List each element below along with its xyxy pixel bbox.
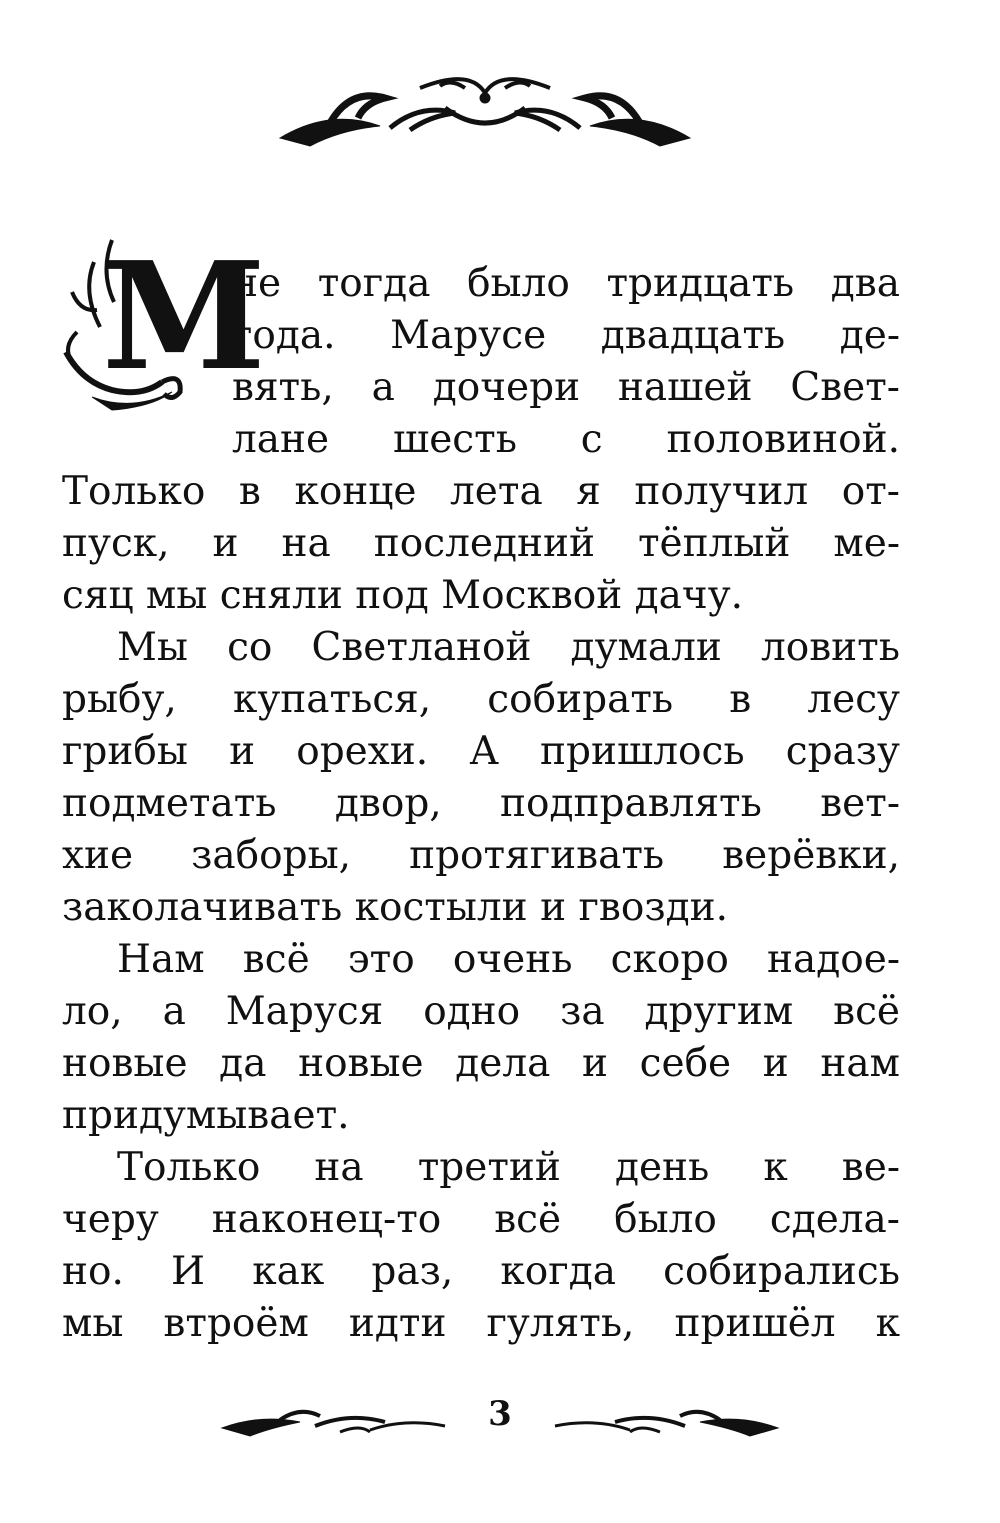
- text-line: лане шесть с половиной.: [232, 417, 900, 462]
- text-line: заколачивать костыли и гвозди.: [62, 885, 729, 930]
- text-line: сяц мы сняли под Москвой дачу.: [62, 573, 744, 618]
- text-line: Только в конце лета я получил от-: [62, 469, 900, 514]
- text-line: новые да новые дела и себе и нам: [62, 1041, 900, 1086]
- text-line: рыбу, купаться, собирать в лесу: [62, 677, 900, 722]
- text-line: придумывает.: [62, 1093, 350, 1138]
- text-line: года. Марусе двадцать де-: [232, 313, 900, 358]
- text-line: Нам всё это очень скоро надое-: [117, 937, 900, 982]
- text-line: ло, а Маруся одно за другим всё: [62, 989, 900, 1034]
- drop-cap-letter: М: [102, 229, 266, 403]
- text-line: грибы и орехи. А пришлось сразу: [62, 729, 900, 774]
- text-line: мы втроём идти гулять, пришёл к: [62, 1301, 900, 1346]
- text-line: вять, а дочери нашей Свет-: [232, 365, 900, 410]
- text-line: Только на третий день к ве-: [117, 1145, 900, 1190]
- text-line: не тогда было тридцать два: [232, 261, 900, 306]
- text-line: черу наконец-то всё было сдела-: [62, 1197, 900, 1242]
- top-ornament-icon: [270, 68, 700, 160]
- page-footer: [220, 1390, 780, 1440]
- footer-ornament-right-icon: [550, 1404, 780, 1438]
- page-number: 3: [488, 1394, 512, 1434]
- text-line: пуск, и на последний тёплый ме-: [62, 521, 900, 566]
- text-line: Мы со Светланой думали ловить: [117, 625, 900, 670]
- text-line: хие заборы, протягивать верёвки,: [62, 833, 900, 878]
- drop-cap: [52, 229, 266, 422]
- text-line: подметать двор, подправлять вет-: [62, 781, 900, 826]
- text-line: но. И как раз, когда собирались: [62, 1249, 900, 1294]
